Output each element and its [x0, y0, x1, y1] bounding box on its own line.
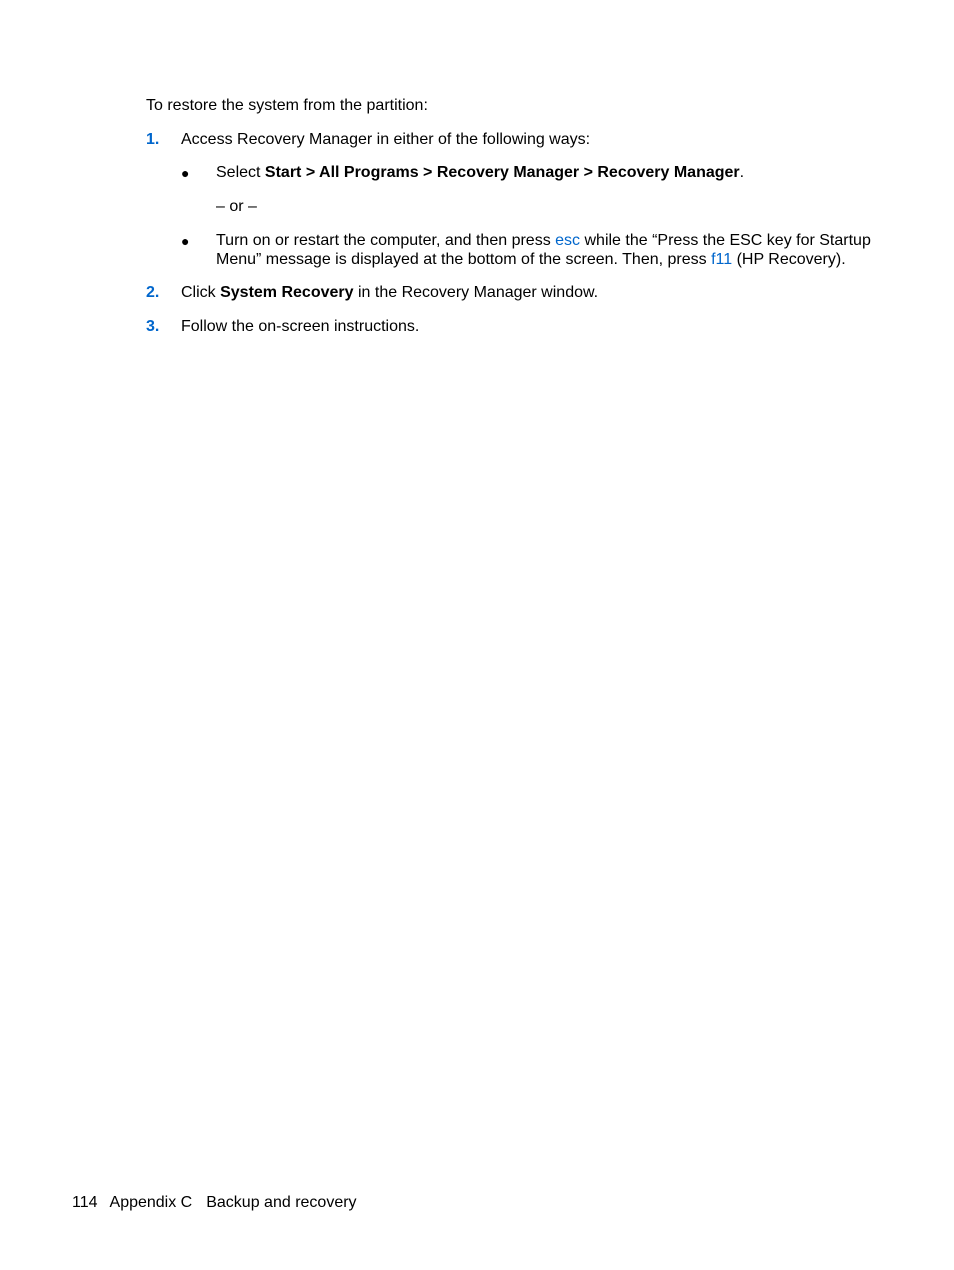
footer-chapter: Appendix C	[109, 1194, 193, 1211]
step-2-number: 2.	[146, 284, 160, 301]
footer-title: Backup and recovery	[206, 1194, 357, 1211]
step-2-prefix: Click	[181, 284, 221, 301]
step-1-text: Access Recovery Manager in either of the following ways:	[181, 131, 591, 148]
page-footer	[72, 1193, 357, 1212]
bullet-2-line-2-prefix: Menu” message is displayed at the bottom of the screen. Then, press	[216, 251, 712, 268]
step-3-text: Follow the on-screen instructions.	[181, 318, 420, 335]
step-1-number: 1.	[146, 131, 160, 148]
or-separator: – or –	[216, 198, 257, 215]
bullet-2-line-1	[216, 231, 871, 250]
bullet-1-menu-path: Start > All Programs > Recovery Manager > Recovery Manager	[264, 164, 740, 181]
step-2-text	[181, 283, 598, 302]
page-number: 114	[72, 1194, 98, 1211]
step-2-bold: System Recovery	[220, 284, 354, 301]
bullet-2-line-2-suffix: (HP Recovery).	[732, 251, 846, 268]
bullet-2-marker: ●	[181, 233, 190, 249]
bullet-1-marker: ●	[181, 165, 190, 181]
bullet-1-text	[216, 163, 744, 182]
bullet-2-line-1-suffix: while the “Press the ESC key for Startup	[580, 232, 871, 249]
step-3-number: 3.	[146, 318, 160, 335]
intro-text: To restore the system from the partition:	[146, 97, 428, 114]
bullet-2-line-1-prefix: Turn on or restart the computer, and then press	[216, 232, 556, 249]
f11-key: f11	[711, 251, 733, 268]
bullet-2-line-2	[216, 250, 846, 269]
esc-key: esc	[555, 232, 581, 249]
bullet-1-prefix: Select	[216, 164, 265, 181]
step-2-suffix: in the Recovery Manager window.	[353, 284, 599, 301]
bullet-1-suffix: .	[739, 164, 745, 181]
